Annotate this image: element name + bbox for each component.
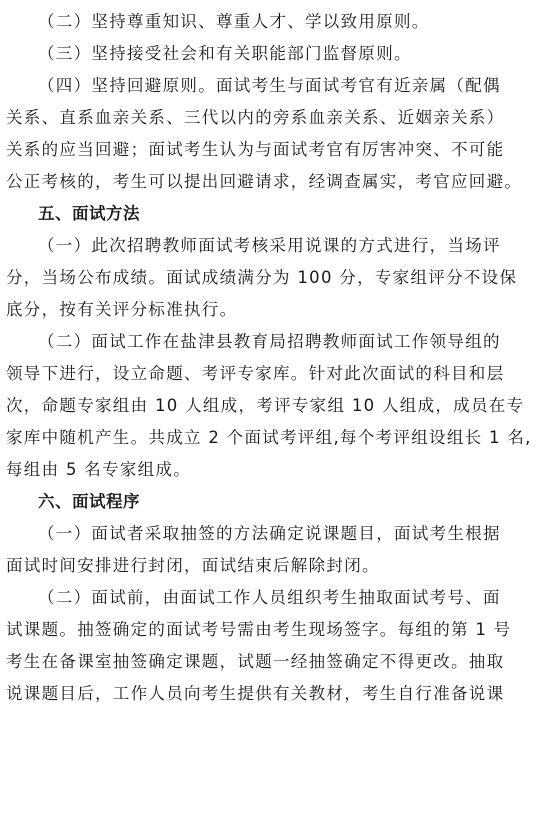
paragraph-line: 说课题目后，工作人员向考生提供有关教材，考生自行准备说课 — [6, 684, 505, 703]
paragraph-line: 关系的应当回避；面试考生认为与面试考官有厉害冲突、不可能 — [6, 140, 505, 159]
paragraph-line: 关系、直系血亲关系、三代以内的旁系血亲关系、近姻亲关系） — [6, 108, 505, 127]
paragraph-line: （二）坚持尊重知识、尊重人才、学以致用原则。 — [38, 12, 430, 31]
paragraph-line: （四）坚持回避原则。面试考生与面试考官有近亲属（配偶 — [38, 76, 501, 95]
paragraph-line: 底分，按有关评分标准执行。 — [6, 300, 238, 319]
paragraph-line: 领导下进行，设立命题、考评专家库。针对此次面试的科目和层 — [6, 364, 505, 383]
paragraph-line: （二）面试前，由面试工作人员组织考生抽取面试考号、面 — [38, 588, 501, 607]
paragraph-line: 家库中随机产生。共成立 2 个面试考评组,每个考评组设组长 1 名, — [6, 428, 532, 447]
section-heading: 六、面试程序 — [38, 492, 140, 511]
paragraph-line: （一）面试者采取抽签的方法确定说课题目，面试考生根据 — [38, 524, 501, 543]
paragraph-line: 次，命题专家组由 10 人组成，考评专家组 10 人组成，成员在专 — [6, 396, 525, 415]
paragraph-line: 分，当场公布成绩。面试成绩满分为 100 分，专家组评分不设保 — [6, 268, 518, 287]
paragraph-line: （三）坚持接受社会和有关职能部门监督原则。 — [38, 44, 412, 63]
paragraph-line: （二）面试工作在盐津县教育局招聘教师面试工作领导组的 — [38, 332, 501, 351]
section-heading: 五、面试方法 — [38, 204, 140, 223]
paragraph-line: 试课题。抽签确定的面试考号需由考生现场签字。每组的第 1 号 — [6, 620, 512, 639]
paragraph-line: 考生在备课室抽签确定课题，试题一经抽签确定不得更改。抽取 — [6, 652, 505, 671]
paragraph-line: （一）此次招聘教师面试考核采用说课的方式进行，当场评 — [38, 236, 501, 255]
paragraph-line: 公正考核的，考生可以提出回避请求，经调查属实，考官应回避。 — [6, 172, 523, 191]
paragraph-line: 每组由 5 名专家组成。 — [6, 460, 192, 479]
paragraph-line: 面试时间安排进行封闭，面试结束后解除封闭。 — [6, 556, 380, 575]
